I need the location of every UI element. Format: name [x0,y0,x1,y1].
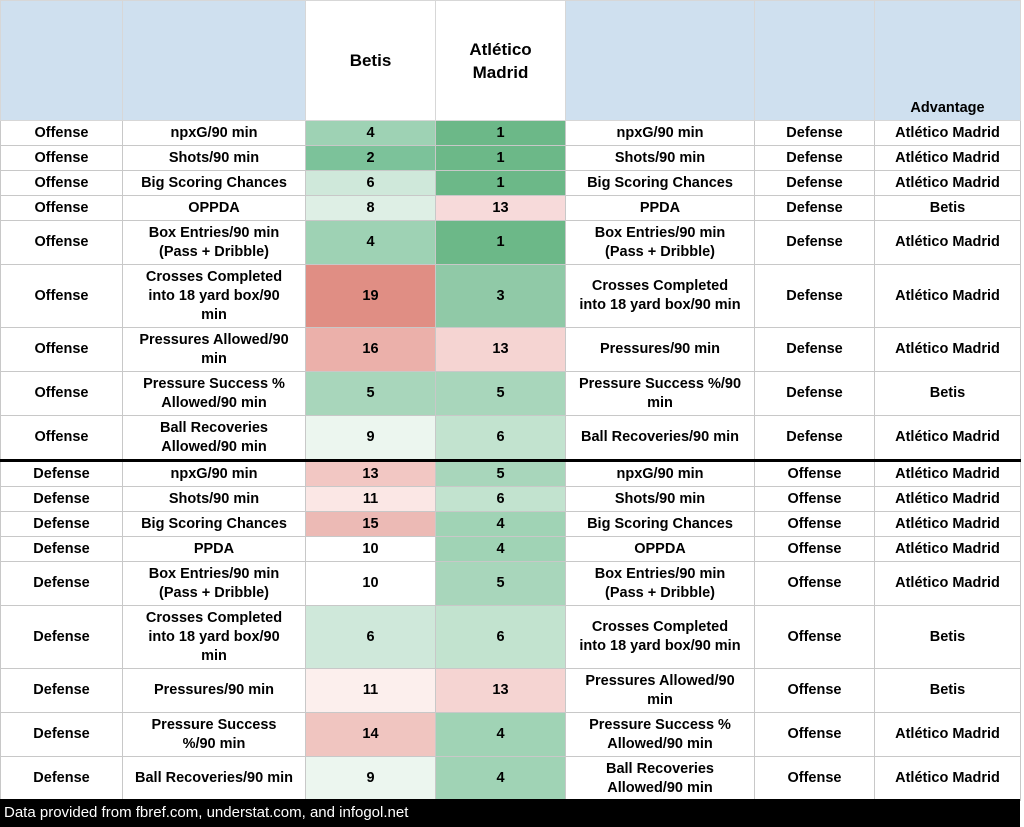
metric-cell: Box Entries/90 min (Pass + Dribble) [123,562,306,606]
advantage-cell: Atlético Madrid [875,265,1021,328]
betis-rank-cell: 9 [306,416,436,461]
header-atletico [436,1,566,121]
advantage-cell: Betis [875,372,1021,416]
side-cell: Defense [1,512,123,537]
side-cell: Defense [1,461,123,487]
atletico-rank-cell: 4 [436,512,566,537]
opponent-metric-cell: Crosses Completed into 18 yard box/90 min [566,265,755,328]
side-cell: Offense [1,265,123,328]
side-cell: Defense [1,537,123,562]
advantage-cell: Atlético Madrid [875,461,1021,487]
opponent-metric-cell: Pressures/90 min [566,328,755,372]
atletico-rank-cell: 5 [436,562,566,606]
opponent-side-cell: Defense [755,416,875,461]
metric-cell: PPDA [123,537,306,562]
opponent-side-cell: Defense [755,221,875,265]
advantage-cell: Atlético Madrid [875,171,1021,196]
table-row [1,606,1021,669]
table-row [1,512,1021,537]
side-cell: Offense [1,416,123,461]
table-row [1,562,1021,606]
header-blank [123,1,306,121]
betis-rank-cell: 10 [306,562,436,606]
metric-cell: Box Entries/90 min (Pass + Dribble) [123,221,306,265]
atletico-rank-cell: 4 [436,537,566,562]
side-cell: Offense [1,121,123,146]
side-cell: Offense [1,146,123,171]
table-row [1,537,1021,562]
header-blank [1,1,123,121]
header-blank [755,1,875,121]
advantage-cell: Atlético Madrid [875,121,1021,146]
side-cell: Defense [1,606,123,669]
advantage-cell: Atlético Madrid [875,537,1021,562]
atletico-rank-cell: 1 [436,221,566,265]
header-blank [566,1,755,121]
opponent-side-cell: Offense [755,512,875,537]
betis-rank-cell: 4 [306,121,436,146]
table-row [1,265,1021,328]
advantage-cell: Atlético Madrid [875,221,1021,265]
table-row [1,487,1021,512]
opponent-side-cell: Offense [755,537,875,562]
atletico-rank-cell: 4 [436,757,566,801]
metric-cell: npxG/90 min [123,121,306,146]
table-row [1,713,1021,757]
betis-rank-cell: 8 [306,196,436,221]
table-row [1,669,1021,713]
opponent-side-cell: Offense [755,487,875,512]
metric-cell: Pressure Success %/90 min [123,713,306,757]
table-row [1,757,1021,801]
metric-cell: Crosses Completed into 18 yard box/90 min [123,606,306,669]
table-row [1,328,1021,372]
advantage-cell: Betis [875,669,1021,713]
atletico-rank-cell: 4 [436,713,566,757]
side-cell: Defense [1,487,123,512]
header-atletico-text: Atlético Madrid [469,39,532,82]
table-row [1,146,1021,171]
opponent-metric-cell: Box Entries/90 min (Pass + Dribble) [566,221,755,265]
atletico-rank-cell: 1 [436,146,566,171]
atletico-rank-cell: 6 [436,606,566,669]
betis-rank-cell: 14 [306,713,436,757]
opponent-side-cell: Defense [755,196,875,221]
atletico-rank-cell: 5 [436,461,566,487]
table-row [1,416,1021,461]
betis-rank-cell: 4 [306,221,436,265]
opponent-metric-cell: PPDA [566,196,755,221]
opponent-side-cell: Offense [755,669,875,713]
opponent-side-cell: Offense [755,461,875,487]
table-row [1,171,1021,196]
opponent-metric-cell: Pressure Success %/90 min [566,372,755,416]
opponent-metric-cell: Shots/90 min [566,146,755,171]
metric-cell: Pressure Success % Allowed/90 min [123,372,306,416]
metric-cell: Shots/90 min [123,146,306,171]
metric-cell: Crosses Completed into 18 yard box/90 min [123,265,306,328]
table-row [1,196,1021,221]
advantage-cell: Atlético Madrid [875,146,1021,171]
atletico-rank-cell: 13 [436,196,566,221]
opponent-metric-cell: Pressure Success % Allowed/90 min [566,713,755,757]
metric-cell: Pressures Allowed/90 min [123,328,306,372]
table-row [1,221,1021,265]
metric-cell: Pressures/90 min [123,669,306,713]
atletico-rank-cell: 1 [436,121,566,146]
table-row [1,372,1021,416]
side-cell: Defense [1,713,123,757]
header-row [1,1,1021,121]
opponent-metric-cell: Ball Recoveries/90 min [566,416,755,461]
advantage-cell: Atlético Madrid [875,757,1021,801]
table-row [1,461,1021,487]
atletico-rank-cell: 6 [436,416,566,461]
betis-rank-cell: 10 [306,537,436,562]
metric-cell: Ball Recoveries/90 min [123,757,306,801]
advantage-cell: Atlético Madrid [875,416,1021,461]
opponent-side-cell: Offense [755,562,875,606]
opponent-metric-cell: Big Scoring Chances [566,171,755,196]
betis-rank-cell: 2 [306,146,436,171]
data-source-footer: Data provided from fbref.com, understat.com, and infogol.net [0,799,1020,827]
metric-cell: Ball Recoveries Allowed/90 min [123,416,306,461]
side-cell: Defense [1,562,123,606]
opponent-side-cell: Defense [755,265,875,328]
betis-rank-cell: 15 [306,512,436,537]
opponent-side-cell: Offense [755,757,875,801]
side-cell: Defense [1,757,123,801]
opponent-side-cell: Defense [755,146,875,171]
header-betis: Betis [306,1,436,121]
betis-rank-cell: 13 [306,461,436,487]
opponent-metric-cell: npxG/90 min [566,461,755,487]
betis-rank-cell: 9 [306,757,436,801]
side-cell: Offense [1,372,123,416]
opponent-metric-cell: Big Scoring Chances [566,512,755,537]
side-cell: Offense [1,196,123,221]
advantage-cell: Atlético Madrid [875,713,1021,757]
opponent-side-cell: Defense [755,328,875,372]
metric-cell: Big Scoring Chances [123,171,306,196]
header-advantage: Advantage [875,1,1021,121]
opponent-metric-cell: Crosses Completed into 18 yard box/90 min [566,606,755,669]
betis-rank-cell: 16 [306,328,436,372]
betis-rank-cell: 5 [306,372,436,416]
opponent-metric-cell: Shots/90 min [566,487,755,512]
atletico-rank-cell: 1 [436,171,566,196]
betis-rank-cell: 11 [306,487,436,512]
opponent-side-cell: Defense [755,372,875,416]
betis-rank-cell: 11 [306,669,436,713]
advantage-cell: Atlético Madrid [875,328,1021,372]
metric-cell: Shots/90 min [123,487,306,512]
atletico-rank-cell: 5 [436,372,566,416]
side-cell: Offense [1,328,123,372]
betis-rank-cell: 6 [306,171,436,196]
atletico-rank-cell: 13 [436,669,566,713]
advantage-cell: Atlético Madrid [875,512,1021,537]
table-row [1,121,1021,146]
opponent-side-cell: Offense [755,606,875,669]
advantage-cell: Atlético Madrid [875,562,1021,606]
opponent-metric-cell: Box Entries/90 min (Pass + Dribble) [566,562,755,606]
advantage-cell: Atlético Madrid [875,487,1021,512]
opponent-metric-cell: Pressures Allowed/90 min [566,669,755,713]
opponent-metric-cell: OPPDA [566,537,755,562]
side-cell: Offense [1,221,123,265]
side-cell: Defense [1,669,123,713]
advantage-cell: Betis [875,606,1021,669]
opponent-side-cell: Defense [755,171,875,196]
betis-rank-cell: 19 [306,265,436,328]
metric-cell: Big Scoring Chances [123,512,306,537]
advantage-cell: Betis [875,196,1021,221]
metric-cell: npxG/90 min [123,461,306,487]
opponent-side-cell: Offense [755,713,875,757]
atletico-rank-cell: 13 [436,328,566,372]
atletico-rank-cell: 6 [436,487,566,512]
betis-rank-cell: 6 [306,606,436,669]
side-cell: Offense [1,171,123,196]
opponent-metric-cell: Ball Recoveries Allowed/90 min [566,757,755,801]
metric-cell: OPPDA [123,196,306,221]
opponent-side-cell: Defense [755,121,875,146]
atletico-rank-cell: 3 [436,265,566,328]
opponent-metric-cell: npxG/90 min [566,121,755,146]
